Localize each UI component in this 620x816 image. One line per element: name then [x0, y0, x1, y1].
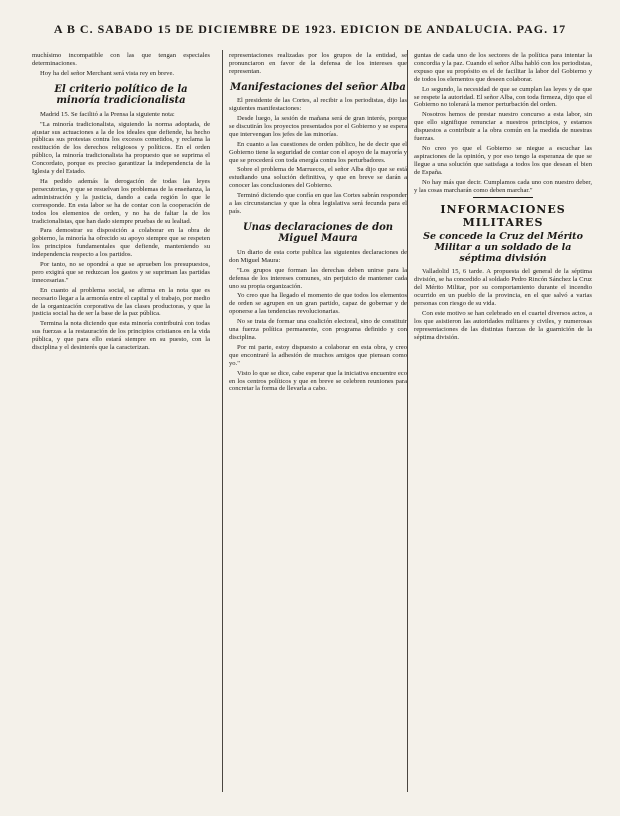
paragraph: representaciones realizadas por los grupos de la entidad, se pronunciaron en favor de la defensa de los intereses que representan.	[229, 52, 407, 75]
article-heading: Unas declaraciones de don Miguel Maura	[242, 221, 394, 245]
paragraph: Visto lo que se dice, cabe esperar que la iniciativa encuentre eco en los centros políticos y que en breve se celebren reuniones para concretar la forma de llevarla a cabo.	[229, 369, 407, 393]
section-heading: INFORMACIONES MILITARES	[440, 203, 566, 230]
paragraph: No hay más que decir. Cumplamos cada uno con nuestro deber, y las cosas marcharán como deben marchar."	[414, 178, 592, 194]
section-divider	[473, 197, 533, 198]
paragraph: Un diario de esta corte publica las siguientes declaraciones de don Miguel Maura:	[229, 248, 407, 264]
paragraph: "La minoría tradicionalista, siguiendo la norma adoptada, de ajustar sus actuaciones a la de los ideales que defiende, ha hecho públicas sus protestas contra los excesos cometidos, y reclama la restitución de los derechos religiosos y políticos. En el orden público, la minoría tradicionalista ha propuesto que se suprima el Concordato, porque es preciso garantizar la independencia de la Iglesia y del Estado.	[32, 120, 210, 176]
paragraph: Yo creo que ha llegado el momento de que todos los elementos de orden se agrupen en un gran partido, capaz de gobernar y de oponerse a las tendencias revolucionarias.	[229, 292, 407, 316]
paragraph: Con este motivo se han celebrado en el cuartel diversos actos, a los que asistieron las autoridades militares y civiles, y numerosas representaciones de las distintas fuerzas de la guarnición de la séptima división.	[414, 309, 592, 341]
paragraph: No creo yo que el Gobierno se niegue a escuchar las aspiraciones de la opinión, y por eso tengo la esperanza de que se llegue a una solución que satisfaga a todos los que desean el bien de España.	[414, 144, 592, 176]
paragraph: No se trata de formar una coalición electoral, sino de constituir una fuerza política permanente, con programa definido y con disciplina.	[229, 318, 407, 341]
column-3	[414, 52, 592, 792]
article-heading: Manifestaciones del señor Alba	[230, 81, 406, 93]
page-header: A B C. SABADO 15 DE DICIEMBRE DE 1923. EDICION DE ANDALUCIA. PAG. 17	[53, 22, 567, 36]
paragraph: "Los grupos que forman las derechas deben unirse para la defensa de los intereses comunes, sin perjuicio de mantener cada uno su propia organización.	[229, 266, 407, 290]
paragraph: Termina la nota diciendo que esta minoría contribuirá con todas sus fuerzas a la restauración de los principios cristianos en la vida pública, y que para ello estará siempre en su puesto, con la disciplina y el desinterés que la caracterizan.	[32, 320, 210, 352]
paragraph: muchísimo incompatible con las que tengan especiales determinaciones.	[32, 52, 210, 67]
paragraph: Sobre el problema de Marruecos, el señor Alba dijo que se está estudiando una solución definitiva, y que en breve se darán a conocer las conclusiones del Gobierno.	[229, 166, 407, 190]
paragraph: Para demostrar su disposición a colaborar en la obra de gobierno, la minoría ha ofrecido su apoyo siempre que se respeten los principios fundamentales que defiende, manteniendo su independencia respecto a los partidos.	[32, 227, 210, 259]
column-1	[32, 52, 210, 792]
paragraph: El presidente de las Cortes, al recibir a los periodistas, dijo las siguientes manifestaciones:	[229, 97, 407, 113]
column-2	[229, 52, 407, 792]
paragraph: En cuanto al problema social, se afirma en la nota que es necesario llegar a la armonía entre el capital y el trabajo, por medio de la organización corporativa de las clases productoras, y que la justicia social ha de ser la base de la paz pública.	[32, 286, 210, 318]
column-rule	[407, 50, 408, 792]
paragraph: En cuanto a las cuestiones de orden público, he de decir que el Gobierno tiene la seguridad de contar con el apoyo de la mayoría y que se procederá con toda energía contra los perturbadores.	[229, 140, 407, 164]
article-subheading: Se concede la Cruz del Mérito Militar a un soldado de la séptima división	[423, 231, 583, 265]
paragraph: Madrid 15. Se facilitó a la Prensa la siguiente nota:	[40, 110, 175, 118]
paragraph: Terminó diciendo que confía en que las Cortes sabrán responder a las circunstancias y que la obra legislativa será fecunda para el país.	[229, 192, 407, 215]
paragraph: Por mi parte, estoy dispuesto a colaborar en esta obra, y creo que encontraré la adhesión de muchos amigos que piensan como yo."	[229, 343, 407, 367]
paragraph: Desde luego, la sesión de mañana será de gran interés, porque se discutirán los proyectos presentados por el Gobierno y se espera que intervengan los jefes de las minorías.	[229, 115, 407, 138]
paragraph: guntas de cada uno de los sectores de la política para intentar la concordia y la paz. Cuando el señor Alba habló con los periodistas, expuso que su propósito es el de facilitar la labor del Gobierno y de todos los elementos que deseen colaborar.	[414, 52, 592, 83]
article-heading: El criterio político de la minoría tradicionalista	[54, 83, 188, 107]
paragraph: Hoy ha del señor Merchant será vista rey en breve.	[40, 69, 175, 77]
paragraph: Nosotros hemos de prestar nuestro concurso a esta labor, sin que ello signifique renunciar a nuestros principios, y estamos dispuestos a contribuir a la obra común en la medida de nuestras fuerzas.	[414, 111, 592, 143]
paragraph: Ha pedido además la derogación de todas las leyes persecutorias, y que se resuelvan los problemas de la enseñanza, la administración y la justicia, dando a cada región lo que le corresponde. En esta labor se ha de contar con la cooperación de todos los elementos de orden, y no ha de faltar la de los tradicionalistas, que han dado siempre pruebas de su lealtad.	[32, 177, 210, 225]
paragraph: Valladolid 15, 6 tarde. A propuesta del general de la séptima división, se ha concedido al soldado Pedro Rincón Sánchez la Cruz del Mérito Militar, por su comportamiento durante el incendio ocurrido en un pueblo de la provincia, en el que salvó a varias personas con riesgo de su vida.	[414, 268, 592, 308]
paragraph: Por tanto, no se opondrá a que se aprueben los presupuestos, pero exigirá que se reduzcan los gastos y se supriman las partidas innecesarias."	[32, 261, 210, 284]
column-rule	[222, 50, 223, 792]
paragraph: Lo segundo, la necesidad de que se cumplan las leyes y de que se respete la autoridad. El señor Alba, con toda firmeza, dijo que el Gobierno no tolerará la menor perturbación del orden.	[414, 85, 592, 109]
